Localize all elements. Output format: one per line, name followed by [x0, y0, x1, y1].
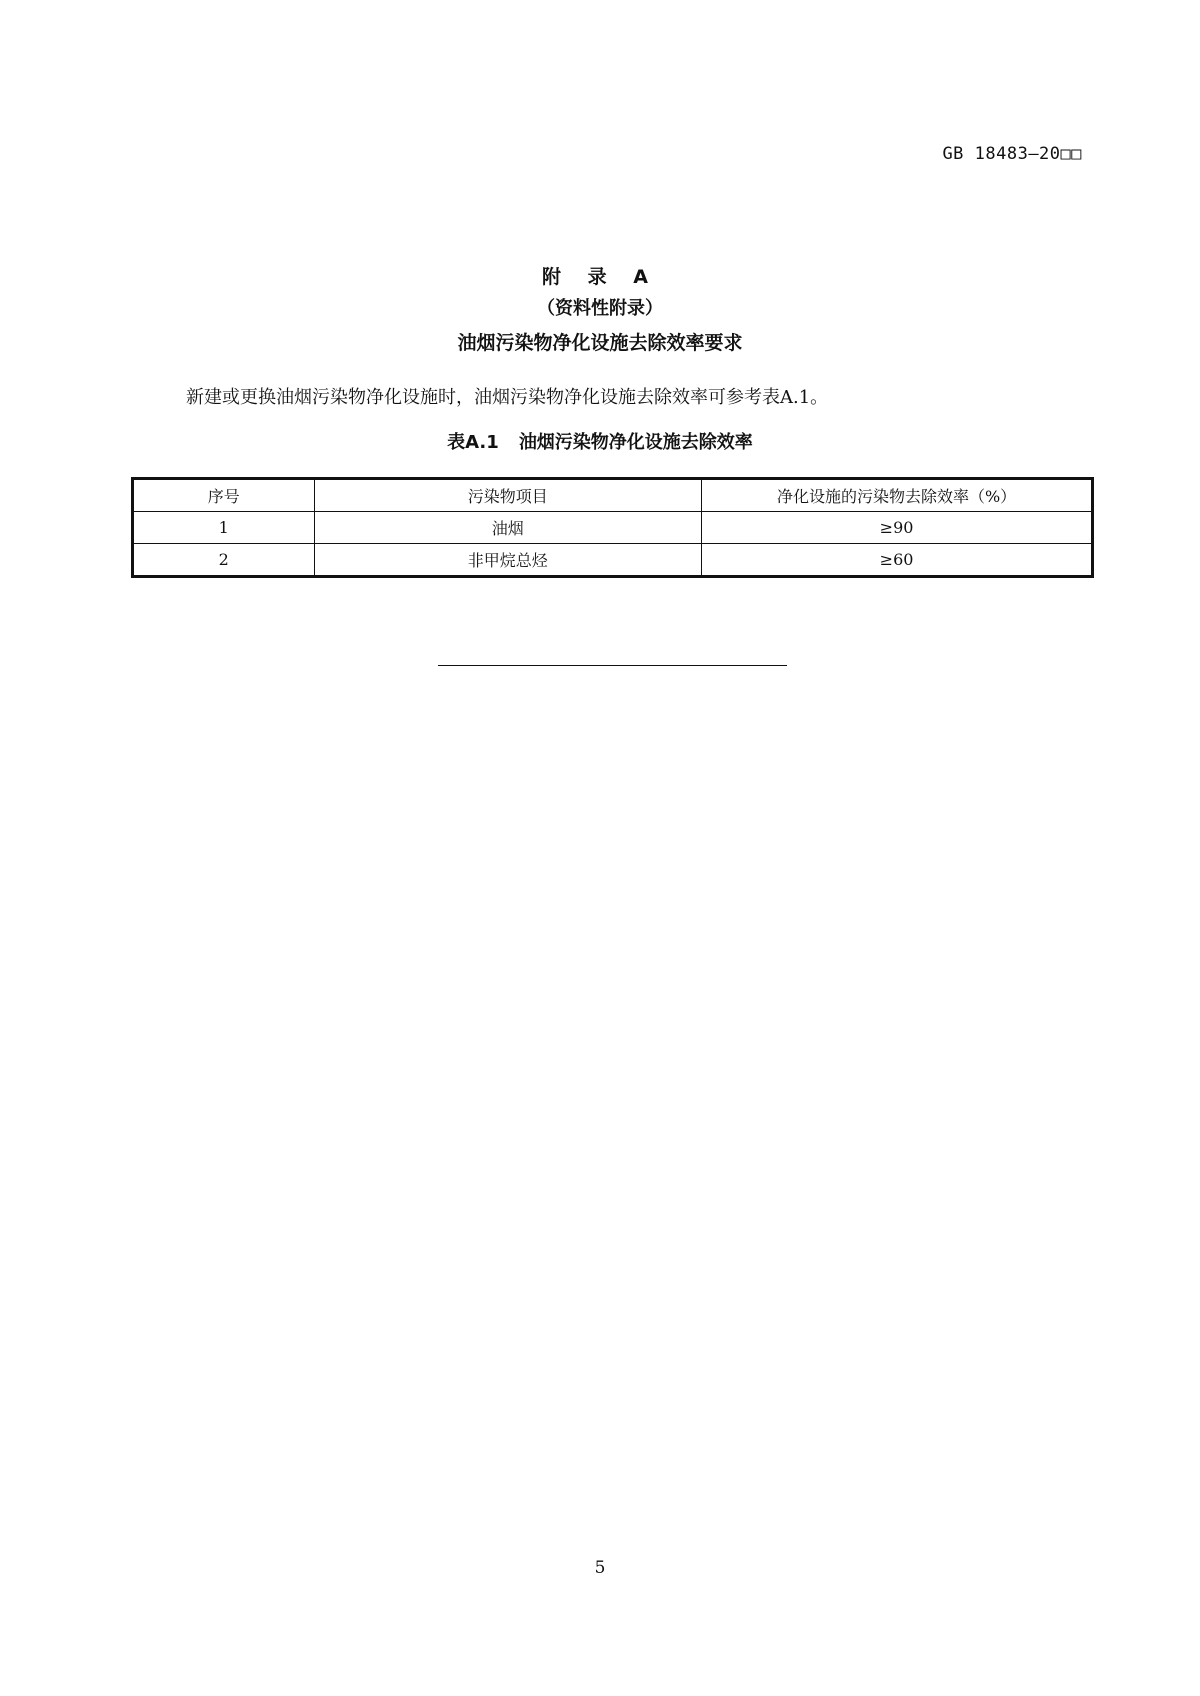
appendix-type: （资料性附录）: [537, 298, 663, 319]
appendix-subject: 油烟污染物净化设施去除效率要求: [457, 332, 743, 354]
standard-code-header: GB 18483—20□□: [942, 144, 1082, 164]
page-number: 5: [594, 1558, 606, 1578]
column-header-pollutant: 污染物项目: [314, 479, 702, 512]
table-row: [133, 512, 1093, 544]
efficiency-table: [131, 477, 1094, 578]
column-header-seq: 序号: [133, 479, 315, 512]
table-caption: [0, 428, 1200, 454]
end-of-document-rule: [438, 665, 787, 666]
cell-efficiency: ≥60: [702, 544, 1093, 577]
table-row: [133, 544, 1093, 577]
table-caption-number: 表A.1: [447, 432, 499, 453]
cell-pollutant: 油烟: [314, 512, 702, 544]
appendix-heading: [0, 262, 1200, 360]
column-header-efficiency: 净化设施的污染物去除效率（%）: [702, 479, 1093, 512]
cell-efficiency: ≥90: [702, 512, 1093, 544]
cell-pollutant: 非甲烷总烃: [314, 544, 702, 577]
cell-seq: 2: [133, 544, 315, 577]
cell-seq: 1: [133, 512, 315, 544]
body-paragraph: 新建或更换油烟污染物净化设施时，油烟污染物净化设施去除效率可参考表A.1。: [186, 387, 829, 408]
appendix-title: 附 录 A: [542, 266, 658, 288]
table-caption-title: 油烟污染物净化设施去除效率: [518, 432, 753, 453]
table-header-row: [133, 479, 1093, 512]
